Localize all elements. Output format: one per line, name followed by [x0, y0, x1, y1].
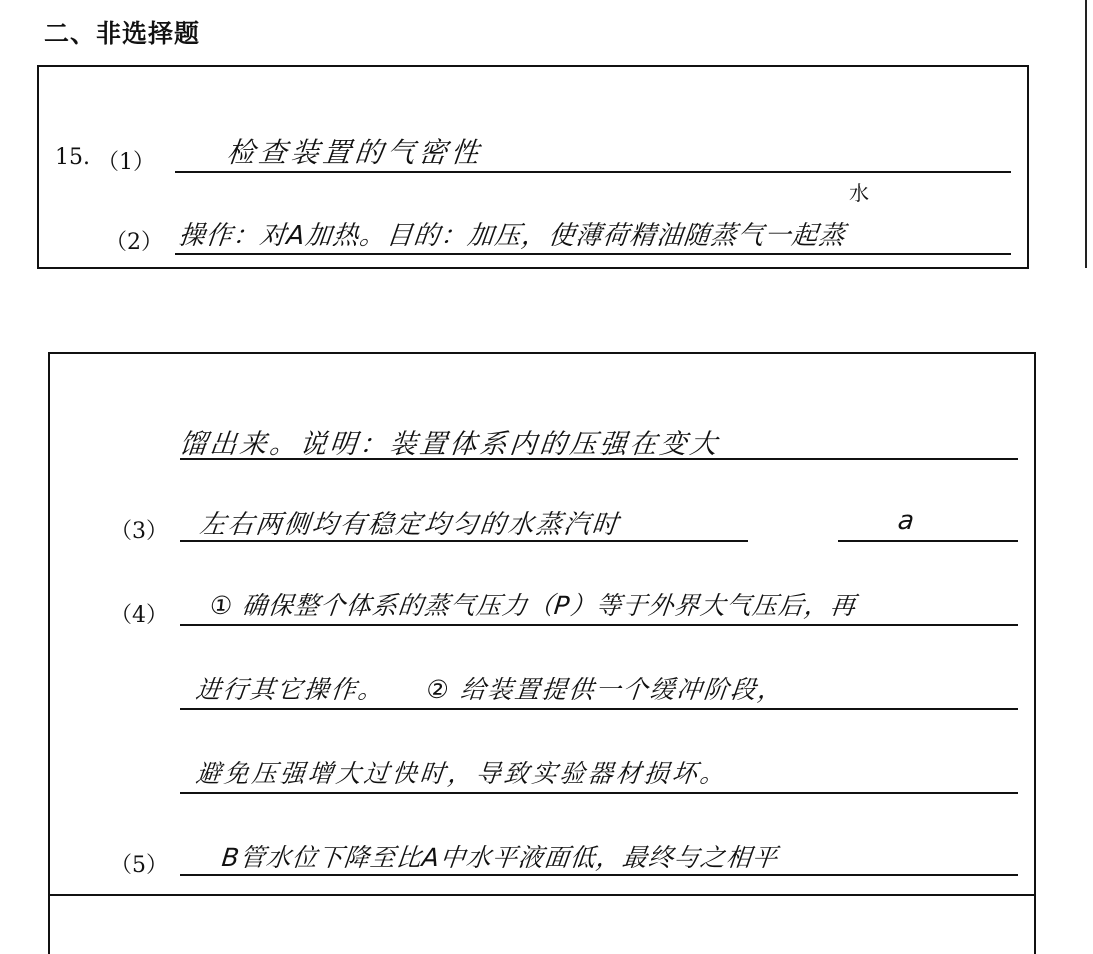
answer-3-second-text: a — [896, 506, 920, 536]
page-edge-rule — [1085, 0, 1087, 268]
box-divider — [50, 894, 1034, 896]
answer-box-2 — [48, 352, 1036, 954]
answer-2-insertion: 水 — [849, 181, 869, 205]
question-number: 15. — [55, 145, 90, 170]
answer-4-line3: 避免压强增大过快时，导致实验器材损坏。 — [194, 759, 730, 788]
section-title: 二、非选择题 — [44, 19, 201, 48]
answer-3-text: 左右两侧均有稳定均匀的水蒸汽时 — [198, 510, 622, 540]
subquestion-label-3: （3） — [110, 519, 168, 544]
answer-1-text: 检查装置的气密性 — [225, 136, 485, 169]
answer-4-line2: 进行其它操作。 ② 给装置提供一个缓冲阶段， — [194, 675, 787, 704]
answer-line-4b — [180, 708, 1018, 710]
answer-box-1 — [37, 65, 1029, 269]
answer-line-1 — [175, 171, 1011, 173]
answer-line-4a — [180, 624, 1018, 626]
answer-line-4c — [180, 792, 1018, 794]
answer-2-continued-text: 馏出来。说明：装置体系内的压强在变大 — [178, 429, 722, 460]
answer-5-text: B管水位下降至比A中水平液面低，最终与之相平 — [220, 843, 780, 872]
subquestion-label-2: （2） — [105, 230, 163, 255]
answer-line-5 — [180, 874, 1018, 876]
answer-4-line1: ① 确保整个体系的蒸气压力（P）等于外界大气压后，再 — [208, 591, 858, 620]
answer-line-3b — [838, 540, 1018, 542]
subquestion-label-5: （5） — [110, 853, 168, 878]
answer-2-text: 操作：对A加热。目的：加压，使薄荷精油随蒸气一起蒸 — [177, 221, 848, 251]
subquestion-label-1: （1） — [97, 150, 155, 175]
answer-line-2 — [175, 253, 1011, 255]
subquestion-label-4: （4） — [110, 603, 168, 628]
